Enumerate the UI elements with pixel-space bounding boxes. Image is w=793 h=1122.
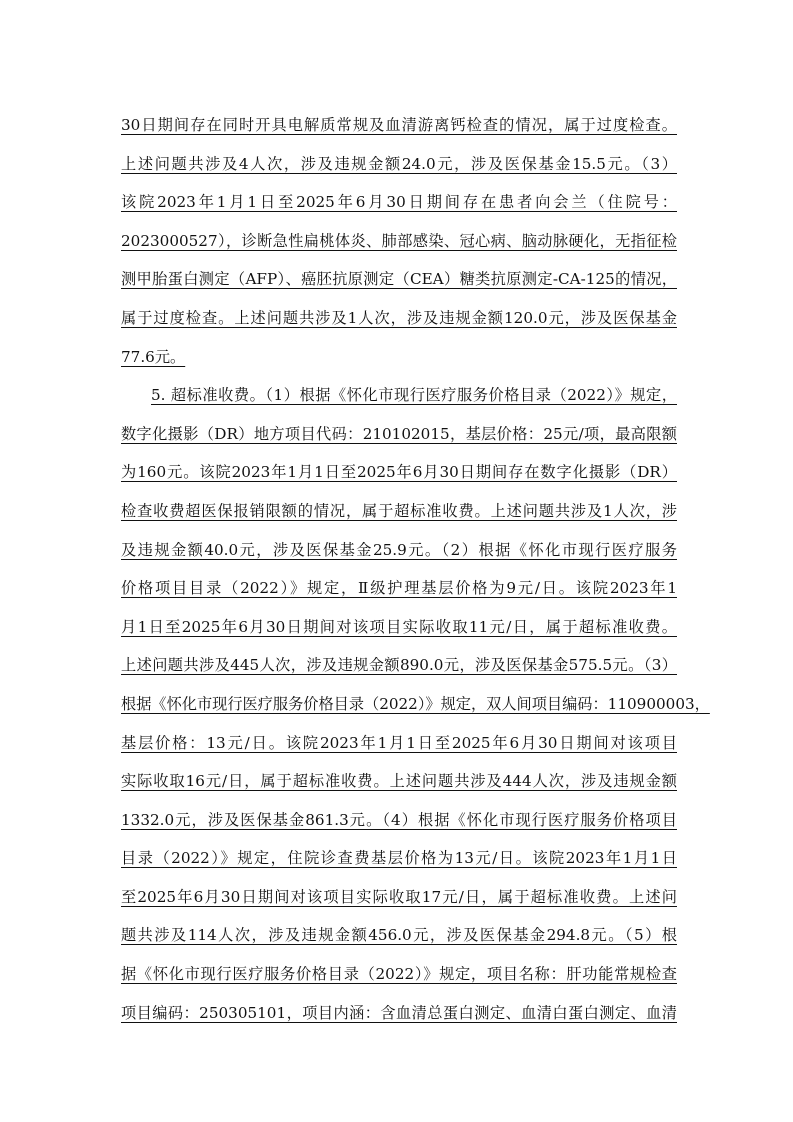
text-line: 月1日至2025年6月30日期间对该项目实际收取11元/日，属于超标准收费。 [121,617,677,636]
text-line: 根据《怀化市现行医疗服务价格目录（2022）》规定，双人间项目编码：110900003， [121,694,710,713]
text-line: 30日期间存在同时开具电解质常规及血清游离钙检查的情况，属于过度检查。 [121,116,677,134]
text-line: 及违规金额40.0元，涉及医保基金25.9元。（2）根据《怀化市现行医疗服务 [121,540,677,559]
text-line: 题共涉及114人次，涉及违规金额456.0元，涉及医保基金294.8元。（5）根 [121,926,677,945]
text-line: 基层价格：13元/日。该院2023年1月1日至2025年6月30日期间对该项目 [121,733,677,752]
text-line: 测甲胎蛋白测定（AFP）、癌胚抗原测定（CEA）糖类抗原测定-CA-125的情况， [121,270,677,289]
text-line: 价格项目目录（2022）》规定，Ⅱ级护理基层价格为9元/日。该院2023年1 [121,579,677,598]
text-line: 项目编码：250305101，项目内涵：含血清总蛋白测定、血清白蛋白测定、血清 [121,1003,677,1022]
section-heading-line: 5. 超标准收费。（1）根据《怀化市现行医疗服务价格目录（2022）》规定， [151,386,677,405]
text-line: 1332.0元，涉及医保基金861.3元。（4）根据《怀化市现行医疗服务价格项目 [121,810,677,829]
text-line: 属于过度检查。上述问题共涉及1人次，涉及违规金额120.0元，涉及医保基金 [121,308,677,327]
text-line: 数字化摄影（DR）地方项目代码：210102015，基层价格：25元/项，最高限额 [121,424,677,443]
text-line: 上述问题共涉及445人次，涉及违规金额890.0元，涉及医保基金575.5元。（3） [121,656,677,675]
text-line: 检查收费超医保报销限额的情况，属于超标准收费。上述问题共涉及1人次，涉 [121,501,677,520]
text-line: 77.6元。 [121,347,186,366]
text-line: 目录（2022）》规定，住院诊查费基层价格为13元/日。该院2023年1月1日 [121,849,677,868]
text-line: 至2025年6月30日期间对该项目实际收取17元/日，属于超标准收费。上述问 [121,887,677,906]
text-line: 该院2023年1月1日至2025年6月30日期间存在患者向会兰（住院号： [121,193,677,212]
text-line: 为160元。该院2023年1月1日至2025年6月30日期间存在数字化摄影（DR） [121,463,677,482]
body-text [121,106,710,1032]
text-line: 上述问题共涉及4人次，涉及违规金额24.0元，涉及医保基金15.5元。（3） [121,154,677,173]
text-line: 2023000527），诊断急性扁桃体炎、肺部感染、冠心病、脑动脉硬化，无指征检 [121,231,677,250]
text-line: 据《怀化市现行医疗服务价格目录（2022）》规定，项目名称：肝功能常规检查 [121,965,677,984]
text-line: 实际收取16元/日，属于超标准收费。上述问题共涉及444人次，涉及违规金额 [121,772,677,791]
